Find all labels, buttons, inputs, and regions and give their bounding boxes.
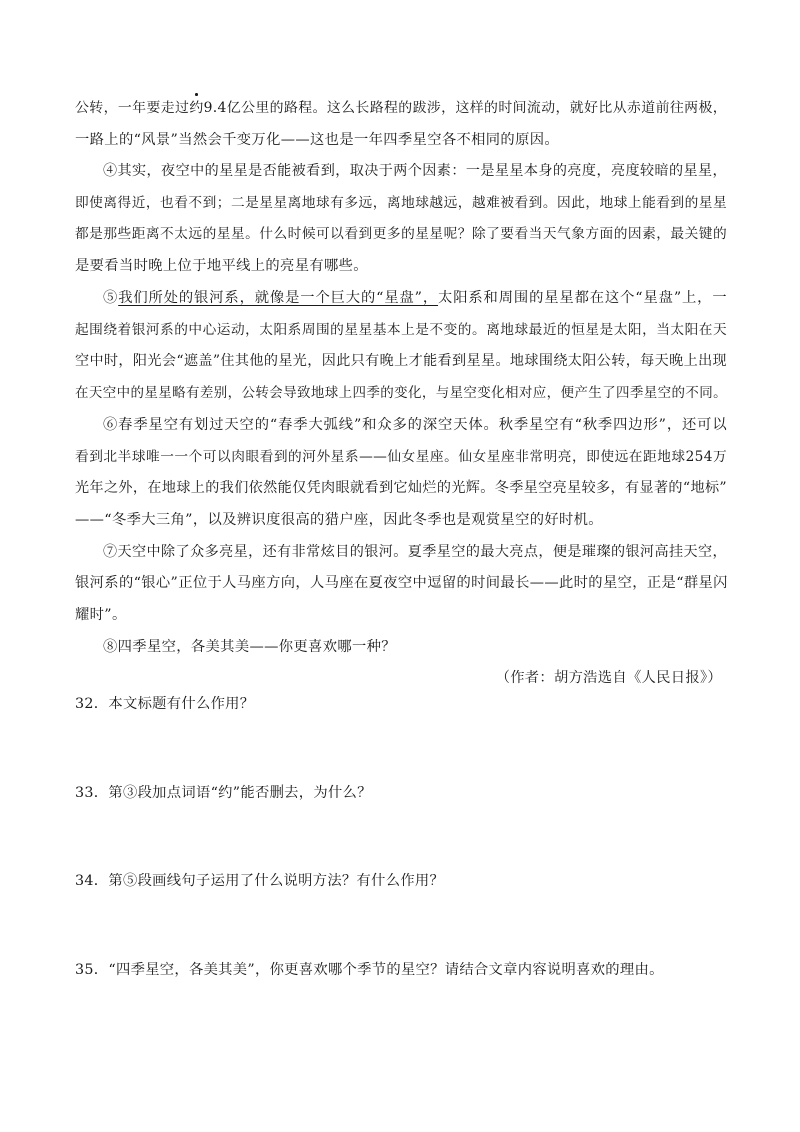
p4-line-2: 即使离得近，也看不到；二是星星离地球有多远，离地球越远，越难被看到。因此，地球上能看到的星星 [75, 195, 727, 211]
question-33: 33．第③段加点词语“约”能否删去，为什么？ [75, 785, 372, 801]
p3-line-1-start: 公转，一年要走过 [75, 100, 190, 116]
p5-line-3: 空中时，阳光会“遮盖”住其他的星光，因此只有晚上才能看到星星。地球围绕太阳公转，每天晚上出现 [75, 353, 727, 369]
p5-line-4: 在天空中的星星略有差别，公转会导致地球上四季的变化，与星空变化相对应，便产生了四季星空的不同。 [75, 385, 727, 401]
question-32: 32．本文标题有什么作用？ [75, 696, 255, 712]
p5-line-1 [103, 288, 727, 308]
p6-line-3: 光年之外，在地球上的我们依然能仅凭肉眼就看到它灿烂的光辉。冬季星空亮星较多，有显著的“地标” [75, 480, 727, 496]
p3-line-2: 一路上的“风景”当然会千变万化——这也是一年四季星空各不相同的原因。 [75, 132, 560, 148]
article-source: （作者：胡方浩选自《人民日报》） [495, 670, 722, 686]
p6-line-2: 看到北半球唯一一个可以肉眼看到的河外星系——仙女星座。仙女星座非常明亮，即使远在距地球254万 [75, 449, 727, 465]
p5-line-1-rest: 太阳系和周围的星星都在这个“星盘”上，一 [438, 290, 727, 306]
p5-number: ⑤ [103, 290, 119, 306]
p7-line-3: 耀时”。 [75, 607, 127, 623]
p3-line-1 [75, 98, 727, 118]
p4-line-1: ④其实，夜空中的星星是否能被看到，取决于两个因素：一是星星本身的亮度，亮度较暗的星星， [103, 163, 727, 179]
emphasis-dot-word: 约 [189, 100, 204, 116]
question-34: 34．第⑤段画线句子运用了什么说明方法？有什么作用？ [75, 873, 445, 889]
p3-line-1-end: 9.4亿公里的路程。这么长路程的跋涉，这样的时间流动，就好比从赤道前往两极， [203, 100, 727, 116]
p6-line-1: ⑥春季星空有划过天空的“春季大弧线”和众多的深空天体。秋季星空有“秋季四边形”，还可以 [103, 417, 727, 433]
p4-line-4: 是要看当时晚上位于地平线上的亮星有哪些。 [75, 258, 368, 274]
p6-line-4: ——“冬季大三角”，以及辨识度很高的猎户座，因此冬季也是观赏星空的好时机。 [75, 512, 603, 528]
p5-line-2: 起围绕着银河系的中心运动，太阳系周围的星星基本上是不变的。离地球最近的恒星是太阳，当太阳在天 [75, 322, 727, 338]
question-35: 35．“四季星空，各美其美”，你更喜欢哪个季节的星空？请结合文章内容说明喜欢的理由。 [75, 962, 664, 978]
p7-line-2: 银河系的“银心”正位于人马座方向，人马座在夏夜空中逗留的时间最长——此时的星空，正是“群星闪 [75, 575, 728, 591]
p5-underlined-sentence: 我们所处的银河系，就像是一个巨大的“星盘”， [118, 290, 439, 306]
p7-line-1: ⑦天空中除了众多亮星，还有非常炫目的银河。夏季星空的最大亮点，便是璀璨的银河高挂天空， [103, 544, 727, 560]
p4-line-3: 都是那些距离不太远的星星。什么时候可以看到更多的星星呢？除了要看当天气象方面的因素，最关键的 [75, 226, 727, 242]
p8-line: ⑧四季星空，各美其美——你更喜欢哪一种？ [103, 639, 396, 655]
